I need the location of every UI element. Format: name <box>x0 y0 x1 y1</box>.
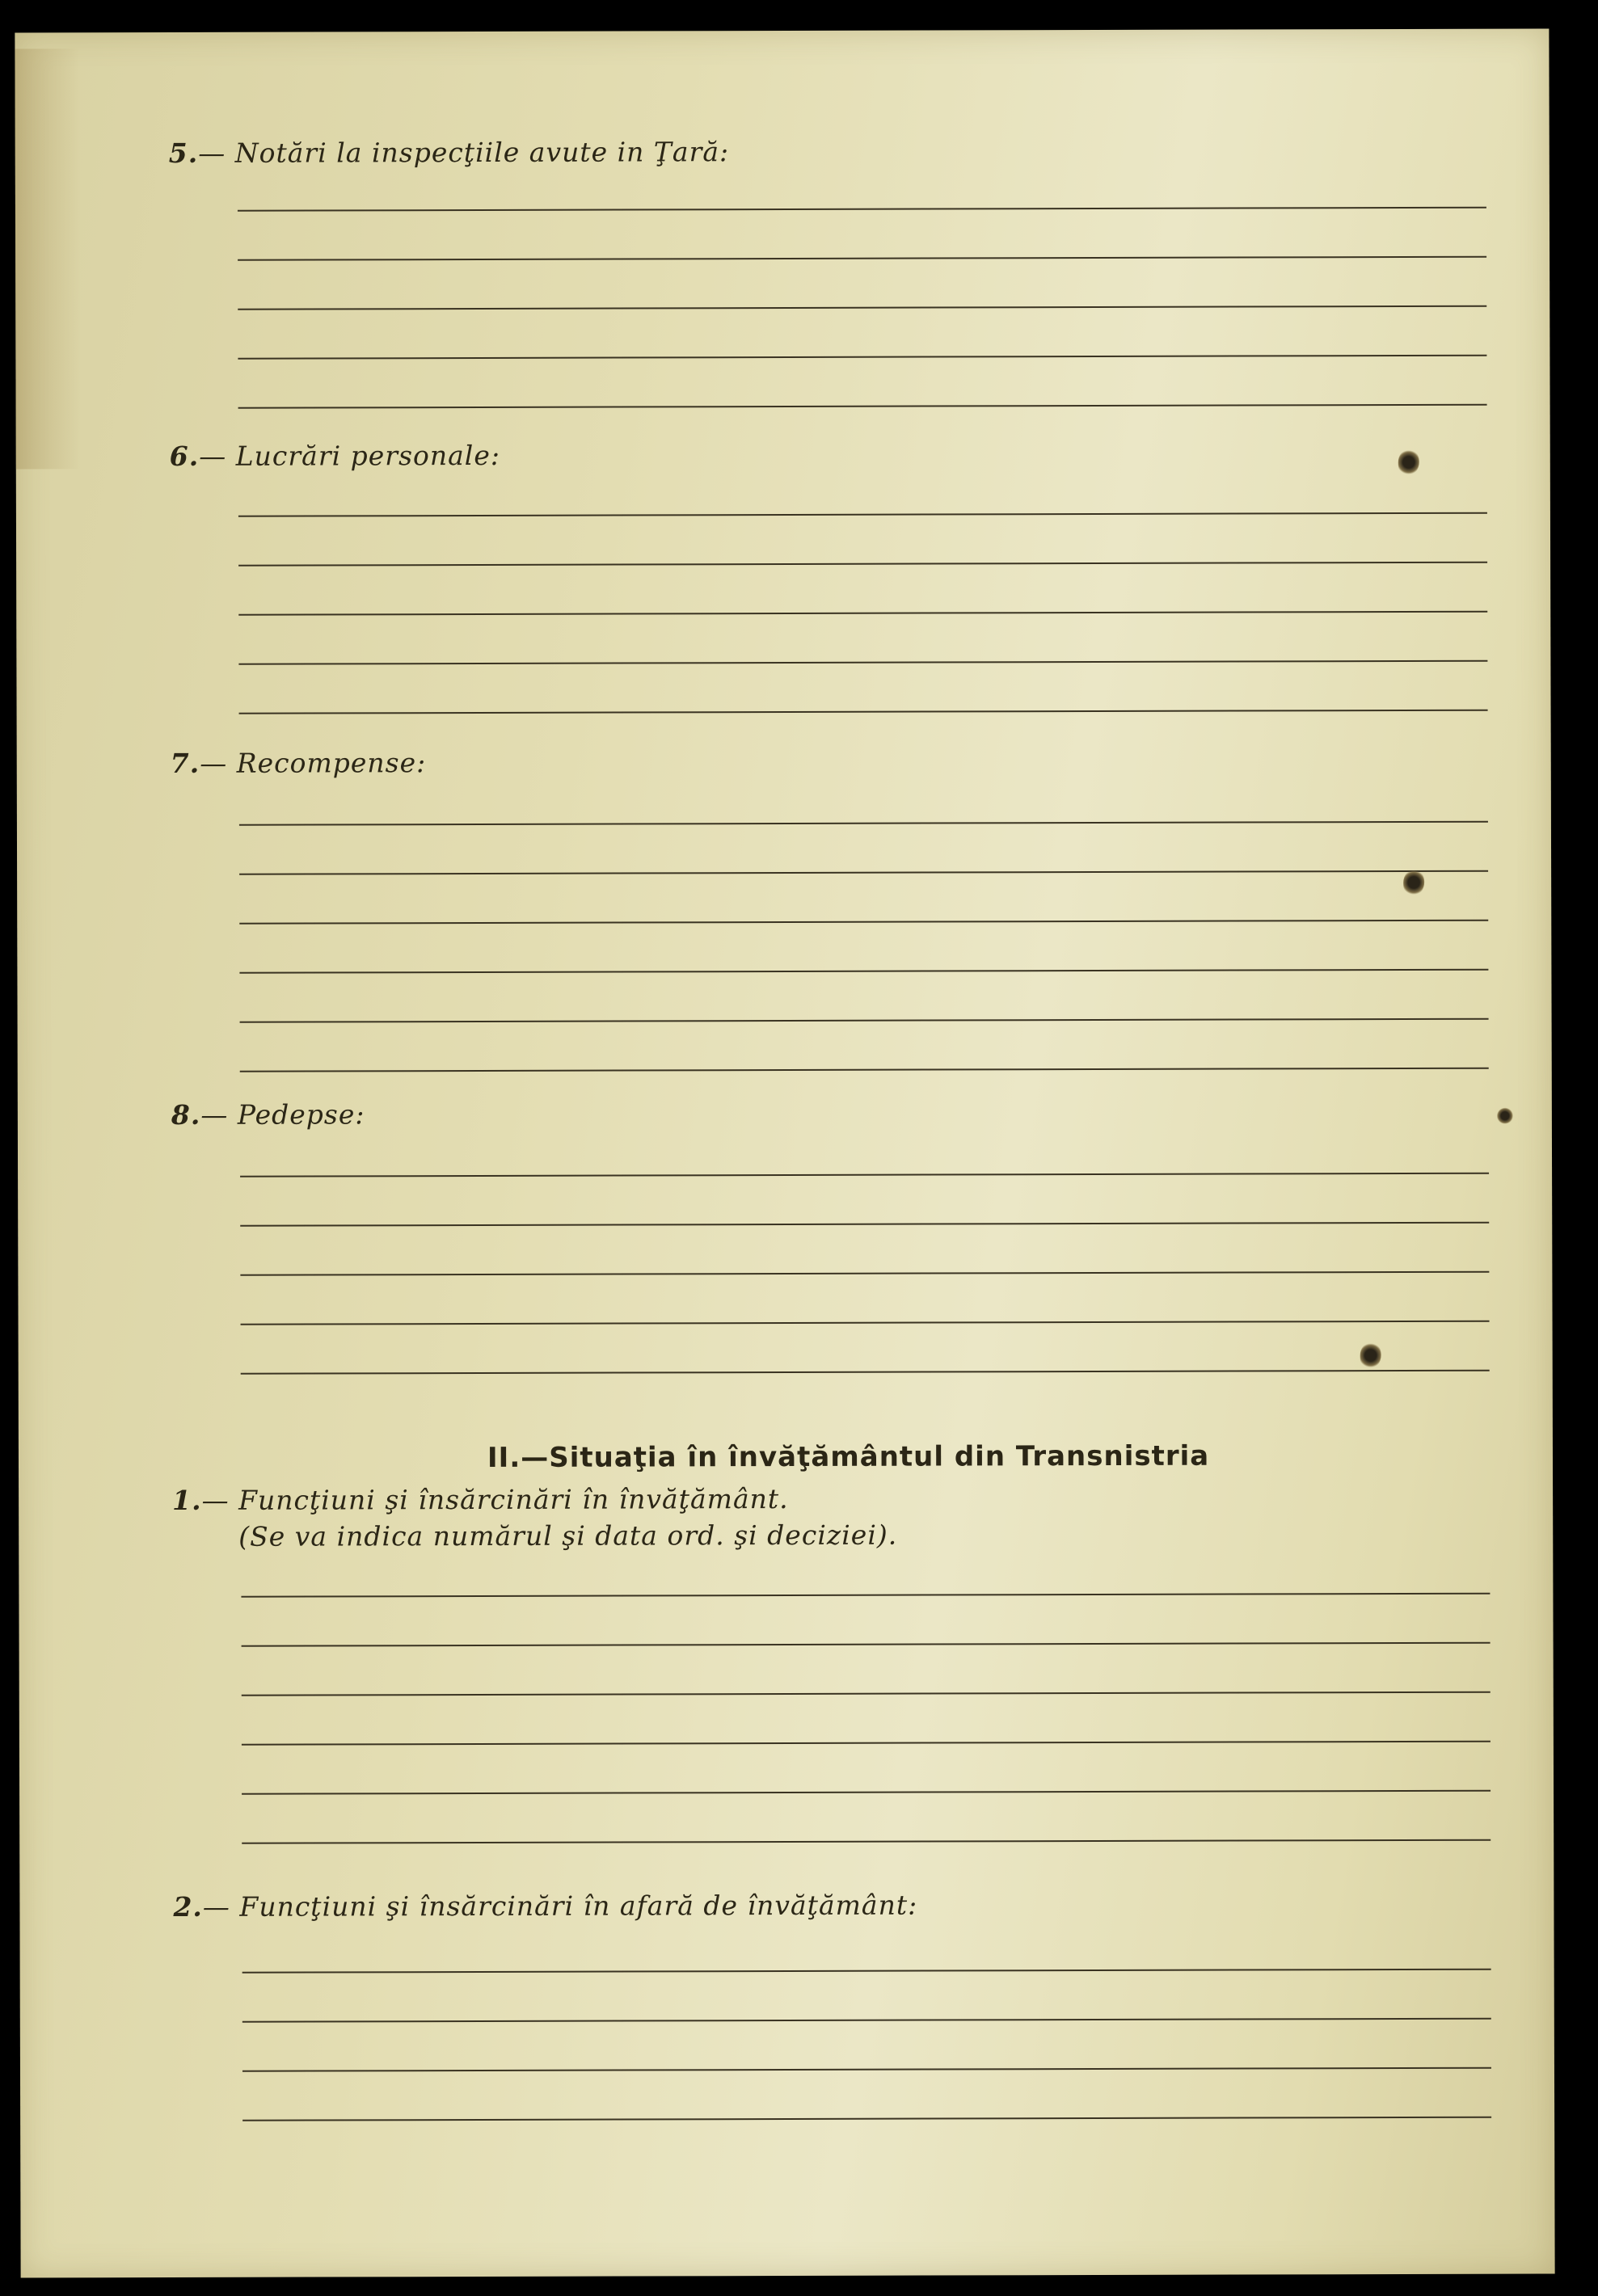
binding-hole <box>1398 449 1419 475</box>
item-6-answer-lines[interactable] <box>238 512 1488 762</box>
item-2-2-answer-lines[interactable] <box>242 1969 1492 2169</box>
item-6-personal-works: 6.— Lucrări personale: <box>169 439 501 472</box>
item-6-label: Lucrări personale: <box>235 439 501 472</box>
binding-hole <box>1497 1108 1513 1124</box>
item-2-2-label: Funcţiuni şi însărcinări în afară de învăţământ: <box>239 1889 918 1923</box>
item-2-1-teaching-functions: 1.— Funcţiuni şi însărcinări în învăţământ. (Se va indica numărul şi data ord. şi deciziei). <box>172 1482 898 1552</box>
item-2-1-label: Funcţiuni şi însărcinări în învăţământ. <box>238 1482 789 1516</box>
item-2-1-answer-lines[interactable] <box>241 1593 1490 1892</box>
item-8-penalties: 8.— Pedepse: <box>171 1098 365 1131</box>
item-8-label: Pedepse: <box>237 1098 365 1131</box>
item-7-rewards: 7.— Recompense: <box>170 747 427 779</box>
item-8-answer-lines[interactable] <box>240 1173 1490 1422</box>
paper-fold <box>15 48 80 469</box>
item-2-2-other-functions: 2.— Funcţiuni şi însărcinări în afară de învăţământ: <box>173 1889 918 1923</box>
item-7-answer-lines[interactable] <box>239 821 1489 1120</box>
item-2-1-sublabel: (Se va indica numărul şi data ord. şi deciziei). <box>238 1519 898 1552</box>
item-5-label: Notări la inspecţiile avute in Ţară: <box>234 136 730 169</box>
item-5-answer-lines[interactable] <box>238 207 1487 457</box>
item-7-label: Recompense: <box>236 747 427 779</box>
section-2-heading: II.—Situaţia în învăţământul din Transnistria <box>487 1439 1210 1474</box>
binding-hole <box>1360 1342 1381 1368</box>
item-5-inspection-grades: 5.— Notări la inspecţiile avute in Ţară: <box>168 136 730 169</box>
form-page <box>15 29 1554 2278</box>
binding-hole <box>1403 870 1424 895</box>
